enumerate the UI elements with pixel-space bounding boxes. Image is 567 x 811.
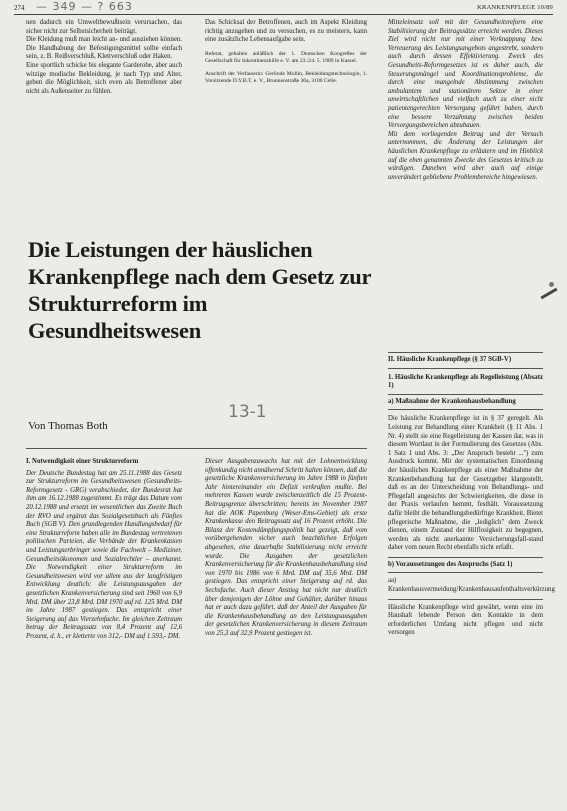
paragraph: Der Deutsche Bundestag hat am 25.11.1988 das Gesetz zur Strukturreform im Gesundheitswesen (Gesundheits-Reformgesetz - GRG) verabschiedet, der Bundesrat hat ihm am 16.12.1988 zugestimmt. Es trägt das Datum vom 20.12.1988 und ersetzt im wesentlichen das Zweite Buch der RVO und ergänzt das Sozialgesetzbuch als Fünftes Buch (SGB V). Den grundlegenden Handlungsbedarf für eine Strukturreform haben alle im Bundestag vertretenen politischen Parteien, die Verbände der Krankenkassen und Leistungserbringer sowie die Fachwelt – Mediziner, Gesundheitsökonomen und Sozialrechtler – anerkannt. Die Notwendigkeit einer Strukturreform im Gesundheitswesen wird vor allem aus der langfristigen Entwicklung deutlich: die Leistungsausgaben der gesetzlichen Krankenversicherung sind seit 1960 von 6,9 Mrd. DM über 23,8 Mrd. DM 1970 auf rd. 125 Mrd. DM im Jahre 1987 gestiegen. Das entspricht einer Steigerung auf das Vierzehnfache. Im gleichen Zeitraum betrug der Beitragssatz von 8,4 Prozent auf 12,6 Prozent, d. h., er kletterte von 312,- DM auf 1.593,- DM. — [26, 469, 182, 640]
section2-column — [388, 352, 555, 638]
top-column-3 — [388, 19, 543, 182]
paragraph: Das Schicksal der Betroffenen, auch im Aspekt Kleidung richtig anzugehen und zu versuchen, es zu meistern, kann eine zusätzliche Lebensaufgabe sein. — [205, 19, 367, 44]
top-column-1 — [26, 19, 182, 96]
paragraph: nen dadurch ein Umweltbewußtsein verursachen, das sicher nicht zur Selbstsicherheit beiträgt. — [26, 19, 182, 35]
paragraph: Dieser Ausgabenzuwachs hat mit der Lohnentwicklung offenkundig nicht annähernd Schritt halten können, daß die gesetzliche Krankenversicherung im Jahre 1988 in fünften Jahr hintereinander ein Defizit verkraften mußte. Bei mehreren Kassen wurde zwischenzeitlich die 15 Prozent-Beitragsgrenze überschritten; bereits im November 1987 hat die AOK Papenburg (Weser-Ems-Gebiet) als erste Krankenkasse den Beitragssatz auf 16 Prozent erhöht. Die Bilanz der Kostendämpfungspolitik hat gezeigt, daß vom vorübergehenden sicher auch beachtlichen Erfolgen abgesehen, eine dauerhafte Stabilisierung nicht erreicht wurde. Die Ausgaben der gesetzlichen Krankenversicherung für die Krankenhausbehandlung sind von 1970 bis 1986 von 6 Mrd. DM auf 35,6 Mrd. DM gestiegen. Das entspricht einer Steigerung auf rd. das Sechsfache. Auch dieser Anstieg hat nicht nur deutlich über demjenigen der Löhne und Gehälter, darüber hinaus hat er auch dazu geführt, daß der Anteil der Ausgaben für die Krankenhausbehandlung an den Leistungsausgaben der gesetzlichen Krankenversicherung in diesem Zeitraum von 25,3 auf 32,9 Prozent gestiegen ist. — [205, 458, 367, 637]
handwritten-mark: 13-1 — [228, 402, 267, 422]
article-author: Von Thomas Both — [28, 420, 108, 432]
pencil-stroke — [540, 288, 557, 300]
journal-header: KRANKENPFLEGE 10/89 — [477, 4, 553, 11]
paragraph: Eine sportlich schicke bis elegante Garderobe, aber auch witzige modische Bekleidung, je nach Typ und Alter, geben die Möglichkeit, sich even als Betroffener aber nicht als Außenseiter zu fühlen. — [26, 61, 182, 95]
handwritten-archive-number: — 349 — ? 663 — [36, 0, 133, 13]
paragraph: Die häusliche Krankenpflege ist in § 37 geregelt. Als Leistung zur Behandlung einer Krankheit (§ 11 Abs. 1 Nr. 4) stellt sie eine Regelleistung der Kassen dar, was in diesem Wortlaut in der Formulierung des Gesetzes (Abs. 1 Satz 1 und Abs. 3: „Der Anspruch besteht ...") zum Ausdruck kommt. Mit der systematischen Einordnung der häuslichen Krankenpflege als einer Maßnahme der Krankenbehandlung hat der Gesetzgeber klargestellt, daß es an der Unterscheidung von Behandlungs- und Pflegefall angesichts der Schwierigkeiten, die diese in der Praxis verlaufen hemmt, festhält. Voraussetzung dafür bleibt die behandlungsbedürftige Krankheit. Bietet pflegerische Maßnahme, die „lediglich" dem Zweck dienen, einem Zustand der Hilflosigkeit zu begegnen, werden als nicht anerkannte Versicherungsfall-stand daher vom neuen Recht ebenfalls nicht erfaßt. — [388, 415, 543, 552]
section-rule — [388, 368, 543, 369]
binder-hole — [549, 282, 554, 287]
header-rule — [14, 14, 553, 15]
article-title: Die Leistungen der häuslichen Krankenpflege nach dem Gesetz zur Strukturreform im Gesundheitswesen — [28, 237, 371, 343]
section-heading: I. Notwendigkeit einer Strukturreform — [26, 458, 139, 465]
paragraph: Häusliche Krankenpflege wird gewährt, wenn eine im Haushalt lebende Person den Kontakte in dem erforderlichen Umfang nicht pflegen und nicht versorgen — [388, 603, 543, 637]
section1-column-1 — [26, 458, 182, 641]
section-rule — [388, 394, 543, 395]
subsection-heading: b) Voraussetzungen des Anspruchs (Satz 1) — [388, 560, 513, 568]
section-rule — [388, 572, 543, 573]
subsection-heading: a) Maßnahme der Krankenhausbehandlung — [388, 397, 516, 405]
paragraph: Mitteleinsatz soll mit der Gesundheitsreform eine Stabilisierung der Beitragssätze erreicht werden. Dieses Ziel wird nicht nur mit einer Verknappung bzw. Verteuerung des Leistungsangebots angestrebt, sondern auch durch dessen Effektivierung. Zweck des Gesundheits-Reformgesetzes ist es daher auch, die Steuerungsmängel und Koordinationsprobleme, die durch eine mangelnde Abstimmung zwischen ambulantem und stationärem Sektor in einer unwirtschaftlichen und vielfach auch zu einer nicht patientengerechten Versorgung geführt haben, durch eine bessere Verzahnung zwischen beiden Versorgungsbereichen abzubauen. — [388, 19, 543, 130]
paragraph: Die Kleidung muß man leicht an- und ausziehen können. Die Handhabung der Befestigungsmittel sollte einfach sein, z. B. Reißverschluß, Klettverschluß oder Haken. — [26, 36, 182, 61]
paragraph: Mit dem vorliegenden Beitrag und der Versuch unternommen, die Änderung der Leistungen der häuslichen Krankenpflege zu erläutern und im Hinblick auf die eben genannten Zwecke des Gesetzes kritisch zu würdigen. Daneben wird aber auch auf einige unverändert gebliebene Problembereiche hingewiesen. — [388, 130, 543, 181]
paragraph: aa) Krankenhausvermeidung/Krankenhausaufenthaltsverkürzung — [388, 577, 555, 594]
title-rule — [26, 448, 367, 449]
section-rule — [388, 409, 543, 410]
section-rule — [388, 599, 543, 600]
page-number: 274 — [14, 4, 25, 12]
section-rule — [388, 352, 543, 353]
footnote: Referat, gehalten anläßlich der 1. Deutschen Kongreßes der Gesellschaft für Inkontinenzhilfe e. V. am 23./24. 5. 1989 in Kassel. — [205, 50, 367, 64]
section-rule — [388, 557, 543, 558]
section-heading: II. Häusliche Krankenpflege (§ 37 SGB-V) — [388, 356, 512, 363]
author-address: Anschrift der Verfasserin: Gerlinde Mollin, Bekleidungstechnologin, 1. Vorsitzende D.Y.B.T. e. V., Brunnenstraße 36a, 3100 Celle. — [205, 70, 367, 84]
subsection-heading: 1. Häusliche Krankenpflege als Regelleistung (Absatz 1) — [388, 373, 543, 390]
section1-column-2 — [205, 458, 367, 638]
top-column-2 — [205, 19, 367, 85]
